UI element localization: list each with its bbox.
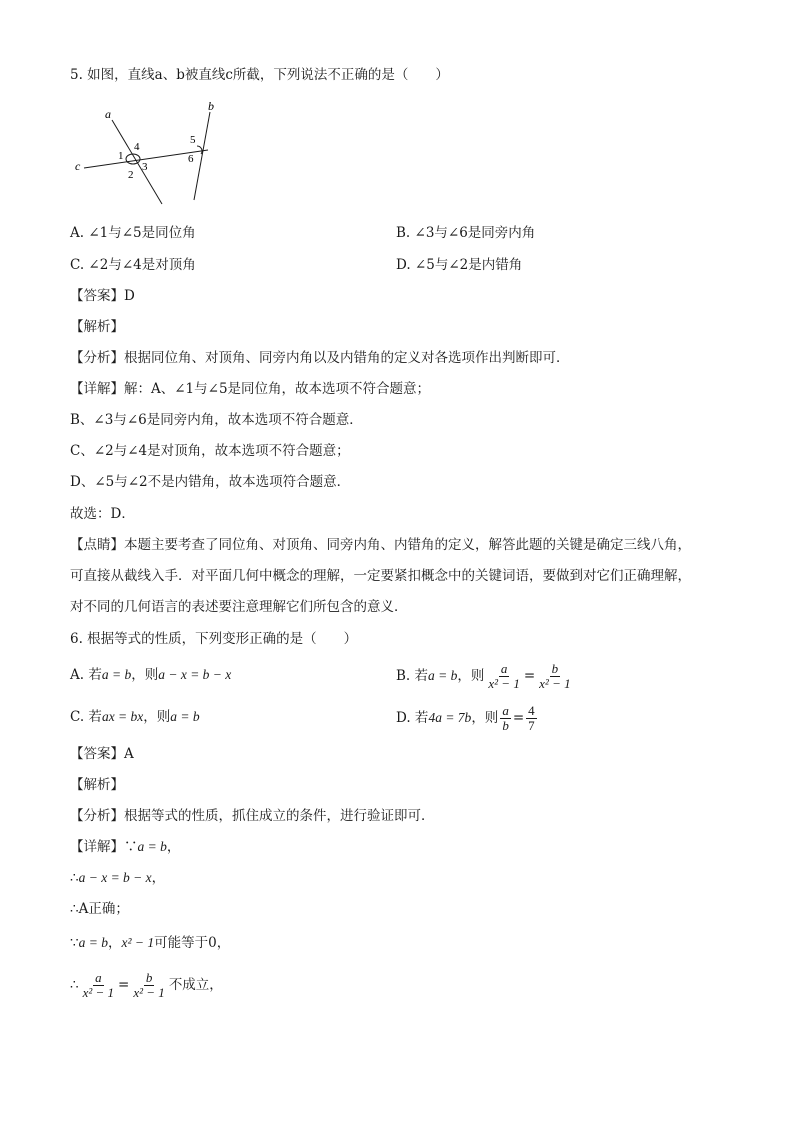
result-expr: a = b [170, 709, 200, 724]
condition-expr: 4a = 7b [428, 710, 472, 725]
q5-fenxi: 【分析】根据同位角、对顶角、同旁内角以及内错角的定义对各选项作出判断即可． [70, 350, 570, 366]
q5-detail-1: 【详解】解：A、∠1与∠5是同位角，故本选项不符合题意； [70, 381, 431, 397]
q6-fenxi: 【分析】根据等式的性质，抓住成立的条件，进行验证即可． [70, 808, 435, 824]
condition-expr: a = b [101, 667, 132, 682]
fraction-right: $\frac{b}{\text{x² − 1}}$ [133, 969, 165, 1000]
q5-detail-4: D、∠5与∠2不是内错角，故本选项符合题意． [70, 474, 351, 490]
q6-detail-3: ∴A正确； [70, 901, 129, 917]
q5-option-d: D. ∠5与∠2是内错角 [396, 257, 523, 273]
angle-label-2: 2 [128, 169, 134, 181]
result-expr: a − x = b − x [158, 667, 232, 682]
line-b [194, 112, 210, 200]
q6-option-d: D. 若 4a = 7b ，则 $\frac{a}{b}$ = $\frac{4}{7}$ [396, 702, 535, 733]
q6-analysis-header: 【解析】 [70, 777, 124, 793]
q6-detail-1: 【详解】∵a = b， [70, 839, 181, 855]
q6-detail-2: ∴a − x = b − x， [70, 870, 166, 886]
q6-option-a: A. 若a = b，则a − x = b − x [70, 667, 232, 683]
q5-option-a: A. ∠1与∠5是同位角 [70, 225, 196, 241]
q5-stem: 5. 如图，直线a、b被直线c所截，下列说法不正确的是（ ） [70, 67, 449, 83]
fraction-right: $\frac{4}{7}$ [528, 702, 535, 733]
fraction-left: $\frac{a}{\text{x² − 1}}$ [488, 660, 520, 691]
q5-dianjing-1: 【点睛】本题主要考查了同位角、对顶角、同旁内角、内错角的定义，解答此题的关键是确定三线八角， [70, 537, 691, 553]
fraction-left: $\frac{a}{b}$ [502, 702, 509, 733]
fraction-left: $\frac{a}{\text{x² − 1}}$ [82, 969, 115, 1000]
intersection-mark-2 [197, 146, 202, 154]
q6-option-c: C. 若ax = bx，则a = b [70, 709, 200, 725]
q5-option-c: C. ∠2与∠4是对顶角 [70, 257, 196, 273]
condition-expr: a = b [428, 668, 458, 683]
label-b: b [208, 99, 214, 113]
angle-label-3: 3 [142, 161, 148, 173]
q5-choice: 故选：D． [70, 506, 135, 522]
q5-detail-2: B、∠3与∠6是同旁内角，故本选项不符合题意． [70, 412, 363, 428]
q6-detail-5: ∴ $\frac{a}{\text{x² − 1}}$ = $\frac{b}{\text{x² − 1}}$ 不成立， [70, 969, 223, 1000]
q5-detail-3: C、∠2与∠4是对顶角，故本选项不符合题意； [70, 443, 350, 459]
label-c: c [75, 159, 81, 173]
q6-stem: 6. 根据等式的性质，下列变形正确的是（ ） [70, 631, 358, 647]
q6-option-b: B. 若 a = b ，则 $\frac{a}{\text{x² − 1}}$ = $\frac{b}{\text{x² − 1}}$ [396, 660, 571, 691]
angle-label-4: 4 [134, 141, 140, 153]
line-a [112, 120, 162, 204]
fraction-right: $\frac{b}{\text{x² − 1}}$ [539, 660, 571, 691]
q5-dianjing-3: 对不同的几何语言的表述要注意理解它们所包含的意义． [70, 599, 408, 615]
q5-option-b: B. ∠3与∠6是同旁内角 [396, 225, 536, 241]
angle-label-1: 1 [118, 150, 124, 162]
q6-detail-4: ∵a = b，x² − 1可能等于0， [70, 935, 231, 951]
q5-dianjing-2: 可直接从截线入手．对平面几何中概念的理解，一定要紧扣概念中的关键词语，要做到对它们正确理解， [70, 568, 691, 584]
angle-label-6: 6 [188, 153, 194, 165]
q5-answer: 【答案】D [70, 288, 135, 304]
condition-expr: ax = bx [101, 709, 144, 724]
q5-analysis-header: 【解析】 [70, 319, 124, 335]
q5-figure [70, 98, 230, 210]
label-a: a [105, 107, 111, 121]
q6-answer: 【答案】A [70, 746, 134, 762]
angle-label-5: 5 [190, 134, 196, 146]
